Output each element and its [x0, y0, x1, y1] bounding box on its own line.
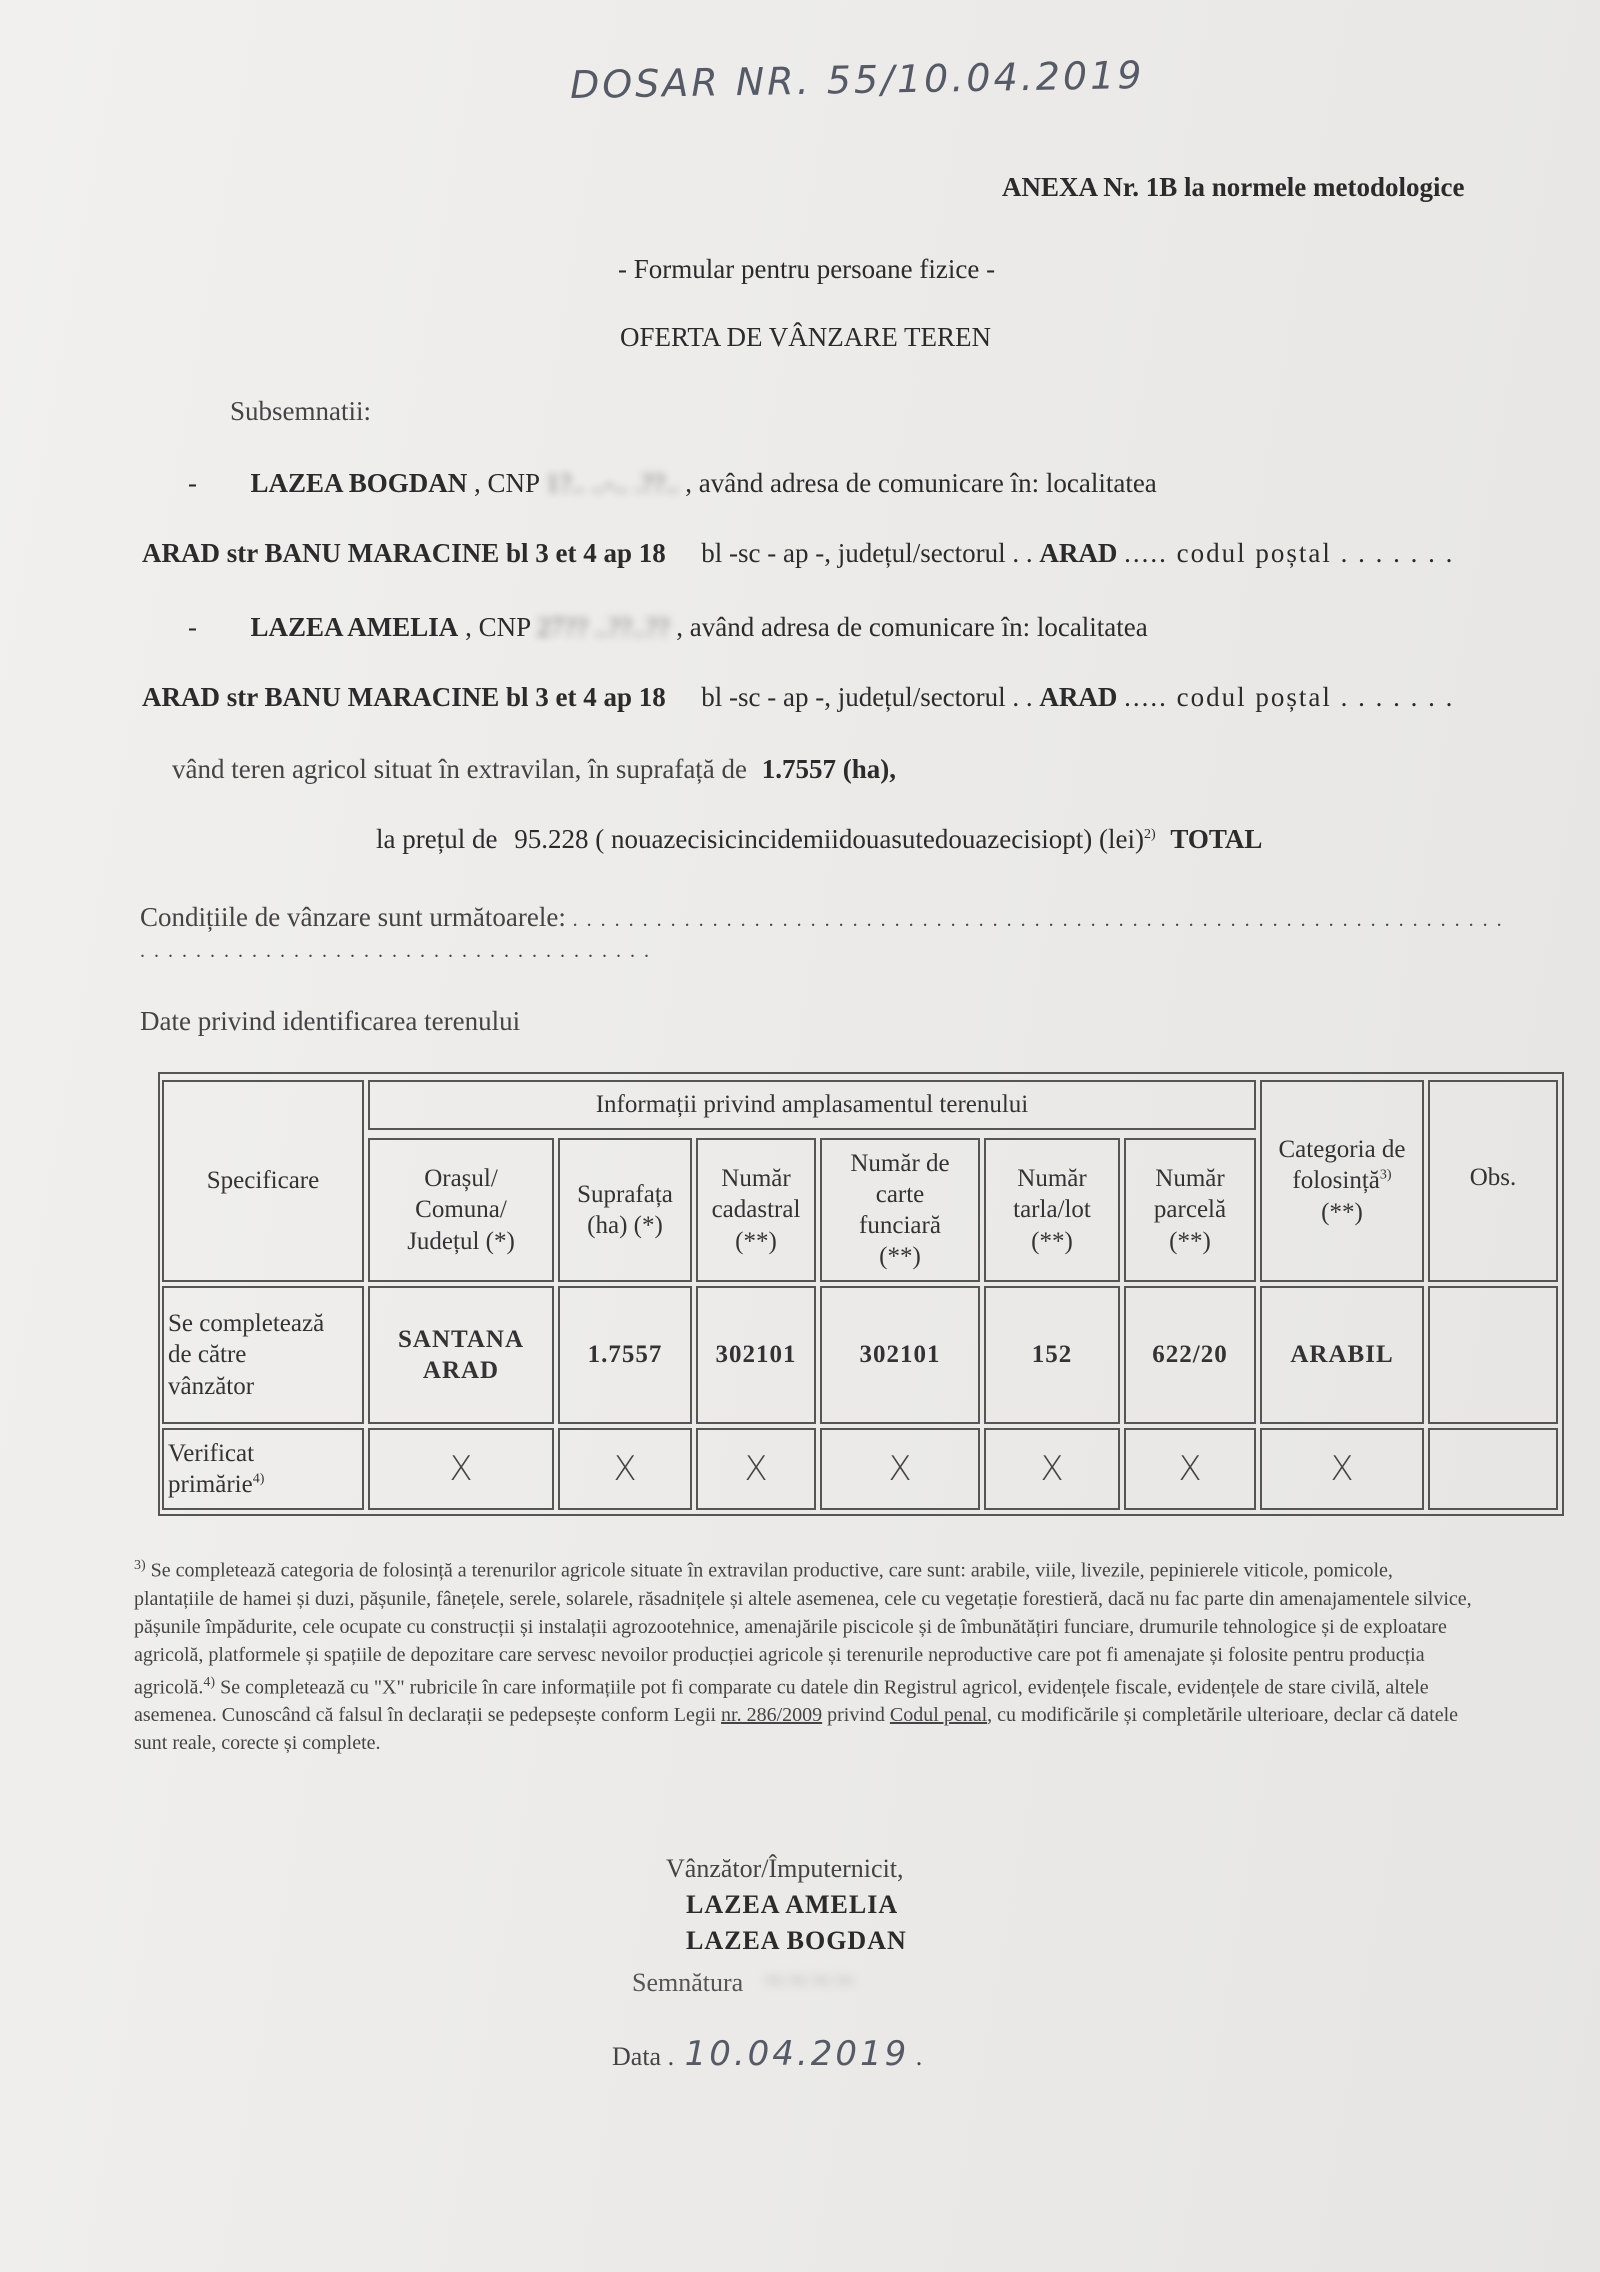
cell-tarla: 152 — [984, 1286, 1120, 1424]
person-1-county: ARAD — [1039, 538, 1118, 568]
declaration-a: Cunoscând că falsul în declarații se pedepsește conform Legii — [221, 1704, 722, 1727]
person-1-street: ARAD str BANU MARACINE bl 3 et 4 ap 18 — [142, 538, 666, 568]
form-subtitle: - Formular pentru persoane fizice - — [618, 254, 996, 284]
conditions-line — [140, 902, 1504, 933]
penal-code-reference: Codul penal — [889, 1704, 988, 1727]
cnp-redacted: 1?.. ..-.. .??.. — [545, 468, 679, 498]
footnotes — [134, 1552, 1474, 1757]
col-categoria-label: Categoria de folosință — [1278, 1136, 1406, 1195]
conditions-dots: . . . . . . . . . . . . . . . . . . . . . . . . . . . . . . . . . . . . . . . . . . . . . . . . . . . . . . . . . . . . . . . . . . . — [572, 909, 1504, 931]
footnote-4-text: Se completează cu "X" rubricile în care informațiile pot fi comparate cu datele din Registrul agricol, evidențele fiscale, evidențele de stare civilă, altele asemenea. — [134, 1676, 1429, 1727]
signer-name-1: LAZEA AMELIA — [686, 1890, 899, 1919]
person-2-address-rest: bl -sc - ap -, județul/sectorul . . — [701, 682, 1033, 712]
declaration-b: privind — [822, 1704, 890, 1727]
person-2-name: LAZEA AMELIA — [250, 612, 459, 642]
row-primarie-label — [162, 1428, 364, 1510]
person-1-name: LAZEA BOGDAN — [250, 468, 468, 498]
signature-scrawl: ~~~~ — [765, 1962, 859, 1998]
signature-line — [632, 1962, 859, 1999]
cell-oras — [368, 1286, 554, 1424]
person-1-line — [188, 468, 1157, 499]
col-cadastral — [696, 1138, 816, 1282]
handwritten-dossier-number: DOSAR NR. 55/10.04.2019 — [569, 52, 1145, 108]
person-2-county: ARAD — [1039, 682, 1118, 712]
signer-name-2: LAZEA BOGDAN — [686, 1926, 907, 1955]
cell-categoria: ARABIL — [1260, 1286, 1424, 1424]
sale-line — [172, 754, 896, 785]
col-obs: Obs. — [1428, 1080, 1558, 1282]
signer-role: Vânzător/Împuternicit, — [666, 1854, 904, 1883]
cnp-label: , CNP — [474, 468, 540, 498]
conditions-label: Condițiile de vânzare sunt următoarele: — [140, 902, 566, 932]
col-suprafata — [558, 1138, 692, 1282]
form-title: OFERTA DE VÂNZARE TEREN — [620, 322, 991, 352]
check-mark-tarla: X — [984, 1428, 1120, 1510]
col-cadastral-text: Număr cadastral (**) — [711, 1165, 801, 1255]
col-suprafata-text: Suprafața (ha) (*) — [577, 1180, 673, 1239]
col-oras — [368, 1138, 554, 1282]
identification-label: Date privind identificarea terenului — [140, 1006, 521, 1036]
price-footnote-ref: 2) — [1143, 827, 1156, 842]
price-total: TOTAL — [1170, 824, 1263, 854]
cnp-label: , CNP — [465, 612, 531, 642]
check-mark-oras: X — [368, 1428, 554, 1510]
person-2-postal: ..... codul poștal . . . . . . . — [1124, 682, 1455, 712]
person-2-address — [142, 682, 1454, 713]
row-vanzator-label — [162, 1286, 364, 1424]
address-intro: , având adresa de comunicare în: localitatea — [685, 468, 1157, 498]
check-mark-parcela: X — [1124, 1428, 1256, 1510]
col-carte — [820, 1138, 980, 1282]
person-dash: - — [188, 612, 197, 642]
check-mark-carte: X — [820, 1428, 980, 1510]
col-categoria-text — [1278, 1134, 1405, 1228]
price-value: 95.228 ( nouazecisicincidemiidouasutedouazecisiopt) (lei) — [514, 824, 1144, 854]
price-label: la prețul de — [376, 824, 498, 854]
cell-oras-text: SANTANA ARAD — [398, 1325, 524, 1384]
col-parcela — [1124, 1138, 1256, 1282]
cell-suprafata: 1.7557 — [558, 1286, 692, 1424]
person-1-postal: ..... codul poștal . . . . . . . — [1124, 538, 1455, 568]
col-tarla — [984, 1138, 1120, 1282]
cell-obs-primarie — [1428, 1428, 1558, 1510]
row-primarie-footnote-ref: 4) — [252, 1471, 265, 1487]
col-categoria-tail: (**) — [1321, 1198, 1363, 1226]
col-categoria — [1260, 1080, 1424, 1282]
footnote-3-text: Se completează categoria de folosință a terenurilor agricole situate în extravilan productive, care sunt: arabile, viile, livezile, pepinierele viticole, pomicole, plantațiile de hamei și duzi, pășunile, fânețele, serele, solarele, răsadnițele și altele asemenea, cele cu vegetație forestieră, dacă nu fac parte din amenajamentele silvice, pășunile împădurite, cele ocupate cu construcții și instalații agrozootehnice, amenajările piscicole și de îmbunătățiri funciare, drumurile tehnologice și de exploatare agricolă, platformele și spațiile de depozitare care servesc nevoilor producției agricole și terenurile neproductive care pot fi amenajate și folosite pentru producția agricolă. — [134, 1559, 1472, 1699]
check-mark-cadastral: X — [696, 1428, 816, 1510]
row-primarie-label-main: Verificat primărie — [168, 1439, 255, 1498]
cell-obs — [1428, 1286, 1558, 1424]
annex-title: ANEXA Nr. 1B la normele metodologice — [1002, 172, 1465, 202]
cnp-redacted: 27?? ..??..?? — [536, 612, 670, 642]
cell-carte: 302101 — [820, 1286, 980, 1424]
col-categoria-footnote-ref: 3) — [1379, 1168, 1392, 1184]
person-2-line — [188, 612, 1148, 643]
conditions-dots-2: . . . . . . . . . . . . . . . . . . . . . . . . . . . . . . . . . . . . . — [140, 940, 651, 962]
header-group: Informații privind amplasamentul terenului — [368, 1080, 1256, 1130]
address-intro: , având adresa de comunicare în: localitatea — [676, 612, 1148, 642]
person-dash: - — [188, 468, 197, 498]
col-specificare: Specificare — [162, 1080, 364, 1282]
check-mark-categoria: X — [1260, 1428, 1424, 1510]
footnote-4-marker: 4) — [203, 1674, 216, 1690]
footnote-3-marker: 3) — [134, 1558, 146, 1573]
col-oras-text: Orașul/ Comuna/ Județul (*) — [407, 1165, 515, 1255]
declaration-c: , cu modificările și completările ulterioare, declar că datele sunt reale, corecte și complete. — [134, 1704, 1459, 1755]
person-1-address-rest: bl -sc - ap -, județul/sectorul . . — [701, 538, 1033, 568]
date-label: Data . — [612, 2042, 675, 2071]
row-primarie-label-text — [168, 1438, 264, 1501]
col-parcela-text: Număr parcelă (**) — [1153, 1165, 1227, 1255]
cell-cadastral: 302101 — [696, 1286, 816, 1424]
cell-parcela: 622/20 — [1124, 1286, 1256, 1424]
col-tarla-text: Număr tarla/lot (**) — [1013, 1165, 1091, 1255]
date-line — [612, 2034, 922, 2074]
price-line — [376, 824, 1262, 855]
sale-area: 1.7557 (ha), — [761, 754, 897, 784]
person-1-address — [142, 538, 1454, 569]
date-end: . — [915, 2042, 923, 2071]
check-mark-suprafata: X — [558, 1428, 692, 1510]
signature-label: Semnătura — [632, 1968, 744, 1997]
person-2-street: ARAD str BANU MARACINE bl 3 et 4 ap 18 — [142, 682, 666, 712]
sale-text: vând teren agricol situat în extravilan, în suprafață de — [172, 754, 748, 784]
subsemnatii-label: Subsemnatii: — [230, 396, 371, 426]
law-reference: nr. 286/2009 — [721, 1704, 823, 1727]
col-carte-text: Număr de carte funciară (**) — [850, 1149, 950, 1271]
row-vanzator-label-text: Se completează de către vânzător — [168, 1310, 325, 1400]
date-handwritten: 10.04.2019 — [684, 2034, 910, 2074]
